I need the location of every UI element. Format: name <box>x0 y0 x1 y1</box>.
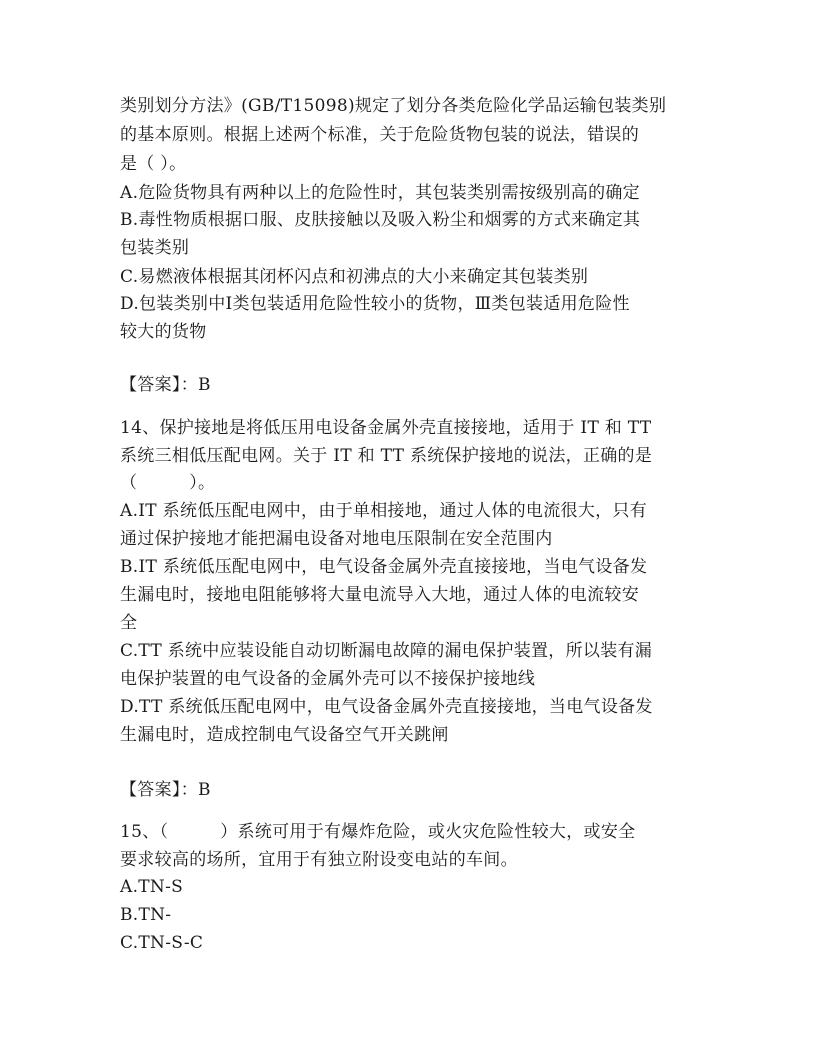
q13-option-b-line-1: B.毒性物质根据口服、皮肤接触以及吸入粉尘和烟雾的方式来确定其 <box>120 210 641 230</box>
q13-option-d-line-2: 较大的货物 <box>120 322 207 342</box>
q13-stem-line-2: 的基本原则。根据上述两个标准，关于危险货物包装的说法，错误的 <box>120 125 639 145</box>
q14-stem-line-2: 系统三相低压配电网。关于 IT 和 TT 系统保护接地的说法，正确的是 <box>120 446 653 466</box>
q13-option-c: C.易燃液体根据其闭杯闪点和初沸点的大小来确定其包装类别 <box>120 267 589 287</box>
q14-option-a-line-1: A.IT 系统低压配电网中，由于单相接地，通过人体的电流很大，只有 <box>120 501 648 521</box>
q14-option-c-line-2: 电保护装置的电气设备的金属外壳可以不接保护接地线 <box>120 669 536 689</box>
q13-stem-line-1: 类别划分方法》(GB/T15098)规定了划分各类危险化学品运输包装类别 <box>120 96 667 116</box>
q14-option-b-line-3: 全 <box>120 613 138 633</box>
q15-stem-line-1: 15、（ ）系统可用于有爆炸危险，或火灾危险性较大，或安全 <box>120 822 636 842</box>
q15-option-a: A.TN-S <box>120 877 184 897</box>
q14-stem-line-1: 14、保护接地是将低压用电设备金属外壳直接接地，适用于 IT 和 TT <box>120 418 652 438</box>
q15-option-b: B.TN- <box>120 905 172 925</box>
q14-option-d-line-2: 生漏电时，造成控制电气设备空气开关跳闸 <box>120 725 449 745</box>
q13-option-b-line-2: 包装类别 <box>120 238 190 258</box>
q13-option-d-line-1: D.包装类别中Ⅰ类包装适用危险性较小的货物，Ⅲ类包装适用危险性 <box>120 294 630 314</box>
q13-stem-line-3: 是（ ）。 <box>120 154 187 174</box>
q14-option-c-line-1: C.TT 系统中应装设能自动切断漏电故障的漏电保护装置，所以装有漏 <box>120 641 653 661</box>
q14-answer: 【答案】：B <box>120 780 211 800</box>
q14-option-b-line-2: 生漏电时，接地电阻能够将大量电流导入大地，通过人体的电流较安 <box>120 585 639 605</box>
q15-option-c: C.TN-S-C <box>120 933 204 953</box>
q14-option-d-line-1: D.TT 系统低压配电网中，电气设备金属外壳直接接地，当电气设备发 <box>120 697 653 717</box>
q15-stem-line-2: 要求较高的场所，宜用于有独立附设变电站的车间。 <box>120 850 518 870</box>
q13-answer: 【答案】：B <box>120 375 211 395</box>
q14-option-b-line-1: B.IT 系统低压配电网中，电气设备金属外壳直接接地，当电气设备发 <box>120 557 648 577</box>
q13-option-a: A.危险货物具有两种以上的危险性时，其包装类别需按级别高的确定 <box>120 183 640 203</box>
q14-stem-line-3: （ ）。 <box>120 473 216 493</box>
q14-option-a-line-2: 通过保护接地才能把漏电设备对地电压限制在安全范围内 <box>120 529 553 549</box>
